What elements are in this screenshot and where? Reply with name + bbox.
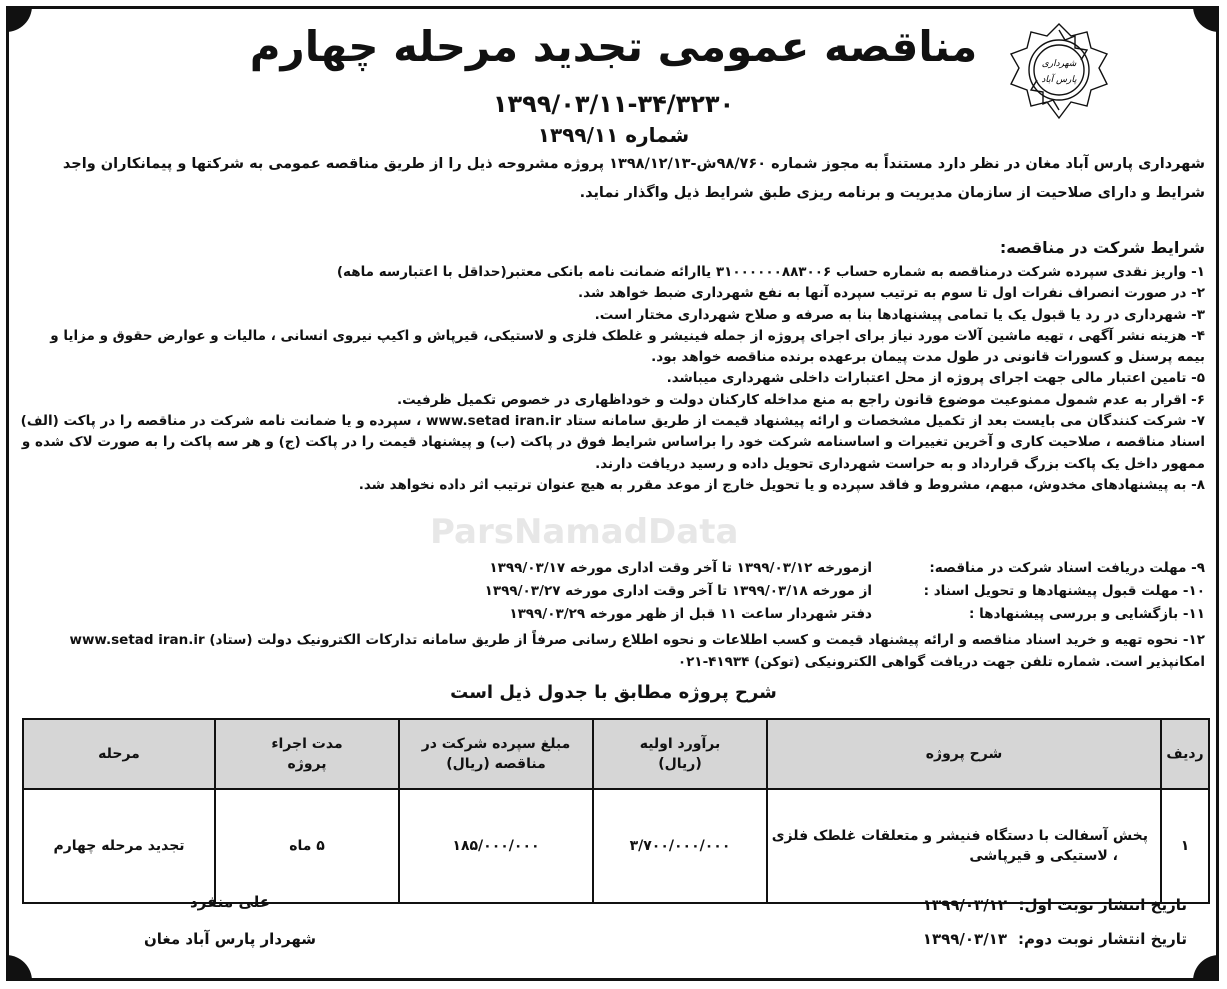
condition-item: ۲- در صورت انصراف نفرات اول تا سوم به ترتیب سپرده آنها به نفع شهرداری ضبط خواهد شد. [578, 285, 1205, 302]
deadline-label: ۹- مهلت دریافت اسناد شرکت در مناقصه: [929, 560, 1205, 576]
intro-paragraph: شهرداری پارس آباد مغان در نظر دارد مستنداً به مجوز شماره ۹۸/۷۶۰ش-۱۳۹۸/۱۲/۱۳ پروژه مشروحه ذیل را از طریق مناقصه عمومی به شرکتها و پیمانکاران واجد شرایط و دارای صلاحیت از سازمان مدیریت و برنامه ریزی طبق شرایط ذیل واگذار نماید. [62, 156, 1205, 201]
conditions-heading: شرایط شرکت در مناقصه: [999, 238, 1205, 257]
cell-estimate: ۳/۷۰۰/۰۰۰/۰۰۰ [593, 789, 767, 903]
col-row: ردیف [1161, 719, 1209, 789]
tender-number: شماره ۱۳۹۹/۱۱ [537, 123, 690, 147]
condition-item: ۴- هزینه نشر آگهی ، تهیه ماشین آلات مورد نیاز برای اجرای پروژه از جمله فینیشر و غلطک فلزی و لاستیکی، قیرپاش و اکیپ نیروی انسانی ، مالیات و عوارض حقوق و مزایا و بیمه پرسنل و کسورات قانونی در طول مدت پیمان برعهده برنده مناقصه خواهد بود. [50, 327, 1205, 366]
condition-item: ۳- شهرداری در رد یا قبول یک یا تمامی پیشنهادها بنا به صرفه و صلاح شهرداری مختار است. [594, 306, 1205, 323]
deadline-label: ۱۱- بازگشایی و بررسی پیشنهادها : [968, 606, 1205, 622]
col-estimate: برآورد اولیه (ریال) [593, 719, 767, 789]
deadline-value: دفتر شهردار ساعت ۱۱ قبل از ظهر مورخه ۱۳۹۹/۰۳/۲۹ [509, 606, 872, 622]
cell-duration: ۵ ماه [215, 789, 399, 903]
condition-item: ۶- اقرار به عدم شمول ممنوعیت موضوع قانون راجع به منع مداخله کارکنان دولت و خوداظهاری در خصوص تکمیل ظرفیت. [397, 391, 1205, 408]
conditions-list [20, 262, 1205, 496]
first-publication-label: تاریخ انتشار نوبت اول: [1018, 896, 1187, 914]
watermark: ParsNamadData [430, 512, 739, 552]
second-publication-date: ۱۳۹۹/۰۳/۱۳ [922, 930, 1007, 948]
col-stage: مرحله [23, 719, 215, 789]
project-table [22, 718, 1210, 904]
condition-item: ۵- تامین اعتبار مالی جهت اجرای پروژه از محل اعتبارات داخلی شهرداری میباشد. [666, 370, 1205, 387]
col-duration: مدت اجراء پروژه [215, 719, 399, 789]
signatory-title: شهردار پارس آباد مغان [143, 930, 317, 948]
logo-text-top: شهرداری [1041, 59, 1077, 69]
col-deposit: مبلغ سپرده شرکت در مناقصه (ریال) [399, 719, 593, 789]
deadline-value: از مورخه ۱۳۹۹/۰۳/۱۸ تا آخر وقت اداری مورخه ۱۳۹۹/۰۳/۲۷ [484, 583, 872, 599]
signatory-name: علی منفرد [189, 893, 270, 911]
deadline-value: ازمورخه ۱۳۹۹/۰۳/۱۲ تا آخر وقت اداری مورخه ۱۳۹۹/۰۳/۱۷ [489, 560, 872, 576]
first-publication-date: ۱۳۹۹/۰۳/۱۲ [922, 896, 1007, 914]
project-table-heading: شرح پروژه مطابق با جدول ذیل است [450, 682, 777, 703]
condition-item: ۷- شرکت کنندگان می بایست بعد از تکمیل مشخصات و ارائه پیشنهاد قیمت از طریق سامانه ستاد www.setad iran.ir ، سپرده و یا ضمانت نامه شرکت در مناقصه را در پاکت (الف) اسناد مناقصه ، صلاحیت کاری و آخرین تغییرات و اساسنامه شرکت خود را براساس شرایط فوق در پاکت (ب) و پیشنهاد قیمت را در پاکت (ج) و هر سه پاکت را به صورت لاک شده و ممهور داخل یک پاکت بزرگ قرارداد و به حراست شهرداری تحویل داده و رسید دریافت دارند. [20, 413, 1205, 472]
cell-row: ۱ [1161, 789, 1209, 903]
page-title: مناقصه عمومی تجدید مرحله چهارم [249, 22, 978, 71]
logo-text-bottom: پارس آباد [1041, 75, 1077, 85]
deadline-label: ۱۰- مهلت قبول پیشنهادها و تحویل اسناد : [923, 583, 1205, 599]
condition-item: ۸- به پیشنهادهای مخدوش، مبهم، مشروط و فاقد سپرده و یا تحویل خارج از موعد مقرر به هیچ عنوان ترتیب اثر داده نخواهد شد. [358, 476, 1205, 493]
cell-deposit: ۱۸۵/۰۰۰/۰۰۰ [399, 789, 593, 903]
cell-stage: تجدید مرحله چهارم [23, 789, 215, 903]
second-publication-label: تاریخ انتشار نوبت دوم: [1018, 930, 1187, 948]
cell-description: پخش آسفالت با دستگاه فنیشر و متعلقات غلطک فلزی ، لاستیکی و قیرپاشی [767, 789, 1161, 903]
condition-item: ۱- واریز نقدی سپرده شرکت درمناقصه به شماره حساب ۳۱۰۰۰۰۰۰۸۸۳۰۰۶ یاارائه ضمانت نامه بانکی معتبر(حداقل با اعتبارسه ماهه) [336, 264, 1205, 280]
condition-item-12: ۱۲- نحوه تهیه و خرید اسناد مناقصه و ارائه پیشنهاد قیمت و کسب اطلاعات و نحوه اطلاع رسانی صرفاً از طریق سامانه تدارکات الکترونیک دولت (ستاد) www.setad iran.ir امکانپذیر است. شماره تلفن جهت دریافت گواهی الکترونیکی (توکن) ۴۱۹۳۴-۰۲۱ [69, 632, 1205, 670]
col-description: شرح پروژه [767, 719, 1161, 789]
reference-number: ۱۳۹۹/۰۳/۱۱-۳۴/۳۲۳۰ [492, 90, 735, 118]
table-row [23, 789, 1209, 903]
table-header-row [23, 719, 1209, 789]
